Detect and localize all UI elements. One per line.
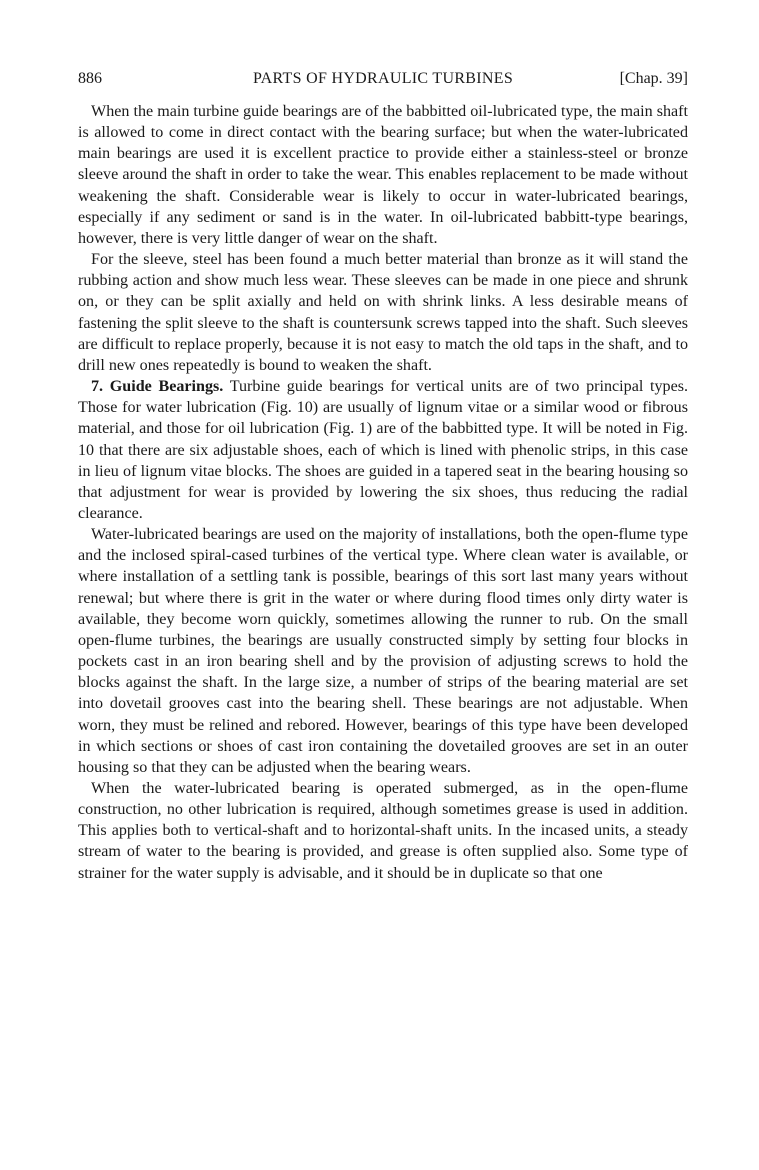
paragraph-text: When the water-lubricated bearing is operated submerged, as in the open-flume construction, no other lubrication is required, although sometimes grease is used in addition. This applies both to vertical-shaft and to horizontal-shaft units. In the incased units, a steady stream of water to the bearing is provided, and grease is often supplied also. Some type of strainer for the water supply is advisable, and it should be in duplicate so that one bbox=[78, 780, 688, 882]
chapter-reference: [Chap. 39] bbox=[619, 70, 688, 87]
paragraph bbox=[78, 249, 688, 376]
section-heading: 7. Guide Bearings. bbox=[91, 378, 224, 396]
paragraph bbox=[78, 376, 688, 524]
page-number: 886 bbox=[78, 70, 102, 87]
paragraph bbox=[78, 101, 688, 249]
paragraph-text: Turbine guide bearings for vertical units are of two principal types. Those for water lubrication (Fig. 10) are usually of lignum vitae or a similar wood or fibrous material, and those for oil lubrication (Fig. 1) are of the babbitted type. It will be noted in Fig. 10 that there are six adjustable shoes, each of which is lined with phenolic strips, in this case in lieu of lignum vitae blocks. The shoes are guided in a tapered seat in the bearing housing so that adjustment for wear is provided by lowering the six shoes, thus reducing the radial clearance. bbox=[78, 378, 688, 522]
paragraph-text: When the main turbine guide bearings are of the babbitted oil-lubricated type, the main shaft is allowed to come in direct contact with the bearing surface; but when the water-lubricated main bearings are used it is excellent practice to provide either a stainless-steel or bronze sleeve around the shaft in order to take the wear. This enables replacement to be made without weakening the shaft. Considerable wear is likely to occur in water-lubricated bearings, especially if any sediment or sand is in the water. In oil-lubricated babbitt-type bearings, however, there is very little danger of wear on the shaft. bbox=[78, 103, 688, 247]
body-text bbox=[78, 101, 688, 884]
paragraph-text: Water-lubricated bearings are used on the majority of installations, both the open-flume type and the inclosed spiral-cased turbines of the vertical type. Where clean water is available, or where installation of a settling tank is possible, bearings of this sort last many years without renewal; but where there is grit in the water or where during flood times only dirty water is available, they become worn quickly, sometimes allowing the runner to rub. On the small open-flume turbines, the bearings are usually constructed simply by setting four blocks in pockets cast in an iron bearing shell and by the provision of adjusting screws to hold the blocks against the shaft. In the large size, a number of strips of the bearing material are set into dovetail grooves cast into the bearing shell. These bearings are not adjustable. When worn, they must be relined and rebored. However, bearings of this type have been developed in which sections or shoes of cast iron containing the dovetailed grooves are set in an outer housing so that they can be adjusted when the bearing wears. bbox=[78, 526, 688, 776]
page-header bbox=[78, 68, 688, 90]
paragraph bbox=[78, 778, 688, 884]
paragraph bbox=[78, 524, 688, 778]
running-title: PARTS OF HYDRAULIC TURBINES bbox=[252, 70, 514, 87]
paragraph-text: For the sleeve, steel has been found a much better material than bronze as it will stand the rubbing action and show much less wear. These sleeves can be made in one piece and shrunk on, or they can be split axially and held on with shrink links. A less desirable means of fastening the split sleeve to the shaft is countersunk screws tapped into the shaft. Such sleeves are difficult to replace properly, because it is not easy to match the old taps in the shaft, and to drill new ones repeatedly is bound to weaken the shaft. bbox=[78, 251, 688, 374]
